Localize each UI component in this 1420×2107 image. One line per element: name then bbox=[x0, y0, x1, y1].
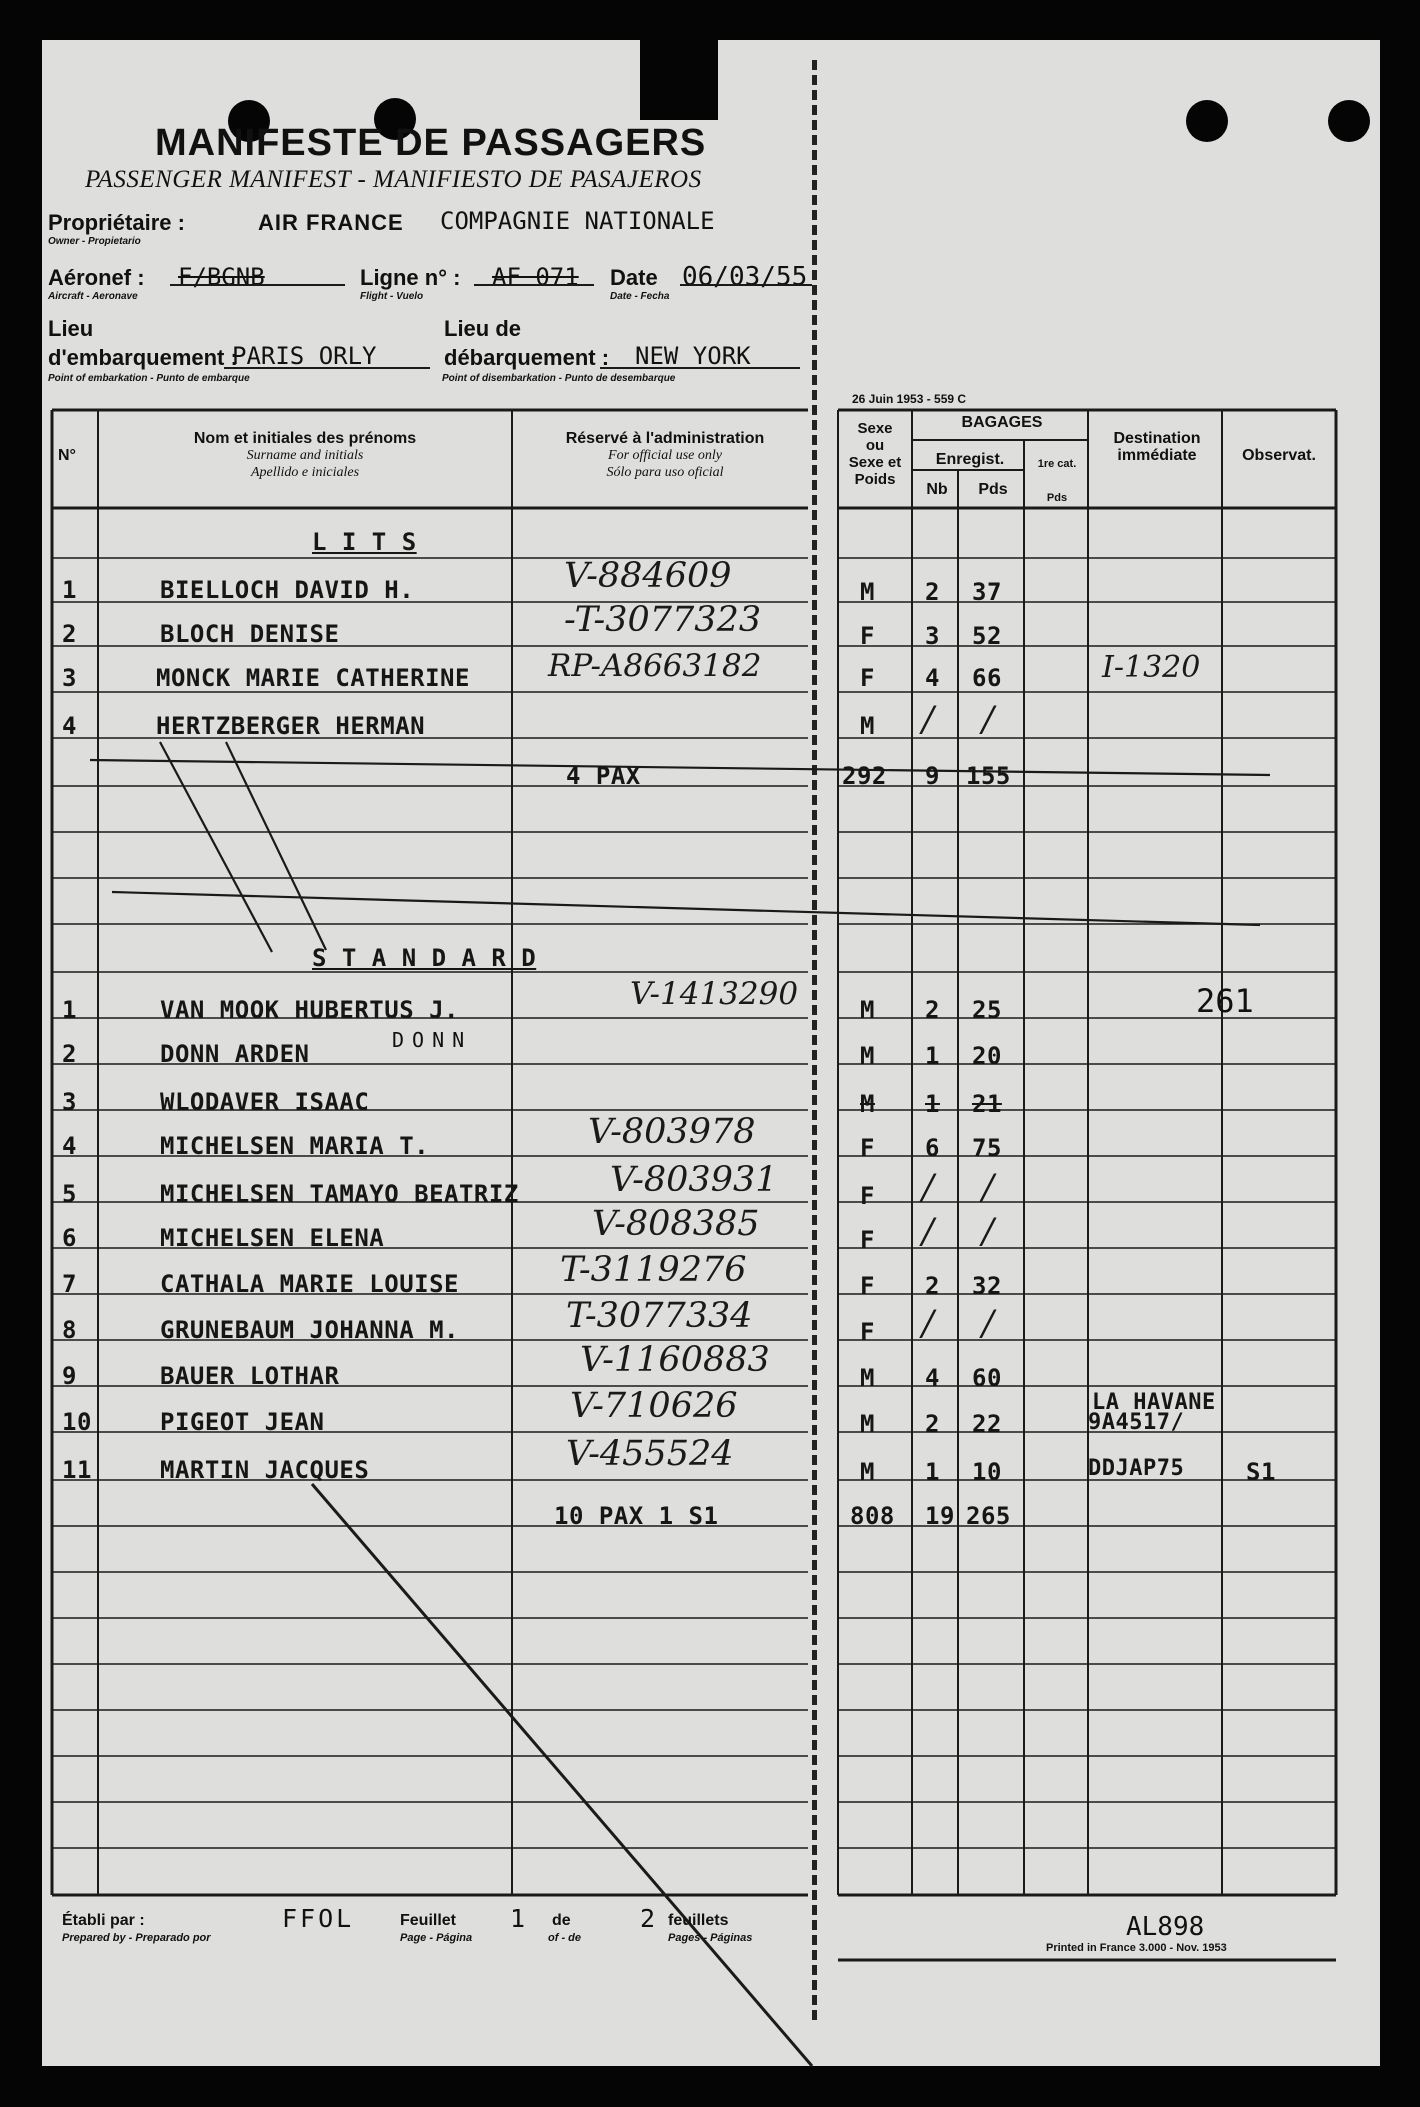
row-pds: 60 bbox=[972, 1364, 1002, 1392]
row-name: MICHELSEN MARIA T. bbox=[160, 1132, 430, 1160]
of-value: 2 bbox=[640, 1904, 656, 1933]
owner-value: AIR FRANCE bbox=[258, 210, 404, 235]
row-pds: 75 bbox=[972, 1134, 1002, 1162]
manifest-title: MANIFESTE DE PASSAGERS bbox=[155, 122, 707, 164]
row-name: MICHELSEN ELENA bbox=[160, 1224, 385, 1252]
prepared-sub: Prepared by - Preparado por bbox=[62, 1932, 211, 1944]
row-sex: M bbox=[860, 1458, 875, 1486]
row-name: MARTIN JACQUES bbox=[160, 1456, 370, 1484]
col-destination-1: Destination bbox=[1113, 430, 1201, 447]
embark-value: PARIS ORLY bbox=[232, 342, 377, 370]
row-sex: F bbox=[860, 1134, 875, 1162]
col-sex-3: Sexe et bbox=[848, 454, 902, 471]
owner-value-2: COMPAGNIE NATIONALE bbox=[440, 207, 715, 235]
col-cabin-1: 1re cat. bbox=[1037, 458, 1077, 470]
page-value: 1 bbox=[510, 1904, 526, 1933]
row-pds: 20 bbox=[972, 1042, 1002, 1070]
col-sex-1: Sexe bbox=[857, 420, 893, 437]
disembark-label-1: Lieu de bbox=[444, 316, 522, 341]
total-weight: 292 bbox=[842, 762, 887, 790]
total-nb: 9 bbox=[925, 762, 940, 790]
flight-label: Ligne n° : bbox=[360, 265, 461, 290]
row-pds: / bbox=[982, 700, 994, 740]
row-pds: 32 bbox=[972, 1272, 1002, 1300]
row-ref: T-3077334 bbox=[566, 1296, 753, 1336]
row-no: 3 bbox=[62, 1088, 77, 1116]
row-name: PIGEOT JEAN bbox=[160, 1408, 325, 1436]
row-ref: RP-A8663182 bbox=[548, 648, 762, 684]
row-dest: I-1320 bbox=[1102, 650, 1201, 685]
row-sex: M bbox=[860, 712, 875, 740]
date-label: Date bbox=[610, 265, 658, 290]
owner-sub: Owner - Propietario bbox=[48, 236, 141, 247]
row-no: 2 bbox=[62, 1040, 77, 1068]
row-pds: 66 bbox=[972, 664, 1002, 692]
row-sex: M bbox=[860, 578, 875, 606]
total-pds: 265 bbox=[966, 1502, 1011, 1530]
row-name: MONCK MARIE CATHERINE bbox=[156, 664, 470, 692]
col-bagages: BAGAGES bbox=[961, 414, 1043, 431]
col-admin-fr: Réservé à l'administration bbox=[565, 430, 765, 447]
row-pds: 25 bbox=[972, 996, 1002, 1024]
row-name: BAUER LOTHAR bbox=[160, 1362, 340, 1390]
row-pds: / bbox=[982, 1212, 994, 1252]
section-lits: L I T S bbox=[312, 528, 417, 556]
row-nb: 3 bbox=[925, 622, 940, 650]
col-pds: Pds bbox=[978, 481, 1008, 498]
row-no: 4 bbox=[62, 712, 77, 740]
row-dest: DDJAP75 bbox=[1088, 1456, 1185, 1481]
row-ref: V-455524 bbox=[566, 1434, 734, 1474]
row-ref: V-1413290 bbox=[630, 976, 799, 1012]
aircraft-sub: Aircraft - Aeronave bbox=[48, 291, 138, 302]
row-pds: 10 bbox=[972, 1458, 1002, 1486]
pen-strike bbox=[90, 760, 1270, 775]
disembark-value: NEW YORK bbox=[635, 342, 751, 370]
col-name-en: Surname and initials bbox=[246, 448, 364, 463]
row-pds: 37 bbox=[972, 578, 1002, 606]
col-cabin bbox=[1026, 456, 1088, 507]
row-nb: 4 bbox=[925, 1364, 940, 1392]
row-sex: F bbox=[860, 664, 875, 692]
row-name: BIELLOCH DAVID H. bbox=[160, 576, 415, 604]
row-nb: 6 bbox=[925, 1134, 940, 1162]
total-pds: 155 bbox=[966, 762, 1011, 790]
row-ref: V-710626 bbox=[570, 1386, 738, 1426]
row-no: 7 bbox=[62, 1270, 77, 1298]
total-weight: 808 bbox=[850, 1502, 895, 1530]
row-name: GRUNEBAUM JOHANNA M. bbox=[160, 1316, 459, 1344]
row-no: 8 bbox=[62, 1316, 77, 1344]
row-name: WLODAVER ISAAC bbox=[160, 1088, 370, 1116]
flight-value: AF 071 bbox=[492, 263, 579, 291]
col-admin-es: Sólo para uso oficial bbox=[606, 465, 724, 480]
row-sex: M bbox=[860, 996, 875, 1024]
row-nb: 2 bbox=[925, 1272, 940, 1300]
row-pds: / bbox=[982, 1168, 994, 1208]
row-ref: V-884609 bbox=[564, 556, 732, 596]
col-sex bbox=[836, 420, 914, 488]
row-pds: 22 bbox=[972, 1410, 1002, 1438]
row-name: HERTZBERGER HERMAN bbox=[156, 712, 426, 740]
row-no: 9 bbox=[62, 1362, 77, 1390]
col-nb: Nb bbox=[926, 481, 948, 498]
col-sex-2: ou bbox=[865, 437, 885, 454]
col-destination-2: immédiate bbox=[1117, 447, 1197, 464]
col-destination bbox=[1090, 430, 1224, 464]
row-nb: / bbox=[922, 700, 934, 740]
row-no: 6 bbox=[62, 1224, 77, 1252]
col-observ: Observat. bbox=[1242, 447, 1316, 464]
disembark-sub: Point of disembarkation - Punto de desembarque bbox=[442, 373, 676, 384]
row-name: BLOCH DENISE bbox=[160, 620, 340, 648]
row-sex: M bbox=[860, 1364, 875, 1392]
owner-label: Propriétaire : bbox=[48, 210, 185, 235]
row-no: 10 bbox=[62, 1408, 92, 1436]
flight-sub: Flight - Vuelo bbox=[360, 291, 424, 302]
col-cabin-2: Pds bbox=[1046, 492, 1068, 504]
row-ref: T-3119276 bbox=[560, 1250, 747, 1290]
row-obs: S1 bbox=[1246, 1458, 1276, 1486]
embark-label-2: d'embarquement : bbox=[48, 345, 238, 370]
pages-sub: Pages - Páginas bbox=[668, 1932, 753, 1944]
of-label: de bbox=[552, 1912, 571, 1929]
row-obs: 261 bbox=[1196, 982, 1254, 1020]
form-code: 26 Juin 1953 - 559 C bbox=[852, 392, 967, 406]
col-sex-4: Poids bbox=[854, 471, 896, 488]
aircraft-label: Aéronef : bbox=[48, 265, 145, 290]
col-enregist: Enregist. bbox=[935, 451, 1005, 468]
row-ref: -T-3077323 bbox=[564, 600, 762, 640]
row-ref: V-808385 bbox=[592, 1204, 760, 1244]
row-nb: 2 bbox=[925, 996, 940, 1024]
row-sex: F bbox=[860, 1182, 875, 1210]
row-ref: V-803978 bbox=[588, 1112, 756, 1152]
embark-label-1: Lieu bbox=[48, 316, 94, 341]
row-sex: F bbox=[860, 1272, 875, 1300]
col-name-fr: Nom et initiales des prénoms bbox=[193, 430, 417, 447]
row-pds: 52 bbox=[972, 622, 1002, 650]
row-dest-2: 9A4517/ bbox=[1088, 1410, 1185, 1435]
manifest-subtitle: PASSENGER MANIFEST - MANIFIESTO DE PASAJEROS bbox=[85, 166, 702, 193]
prepared-value: FFOL bbox=[282, 1904, 355, 1933]
row-no: 2 bbox=[62, 620, 77, 648]
row-ref: DONN bbox=[392, 1028, 473, 1052]
col-name bbox=[140, 430, 470, 481]
total-label: 4 PAX bbox=[566, 762, 641, 790]
row-no: 1 bbox=[62, 576, 77, 604]
disembark-label-2: débarquement : bbox=[444, 345, 610, 370]
row-sex: M bbox=[860, 1410, 875, 1438]
total-label: 10 PAX 1 S1 bbox=[554, 1502, 719, 1530]
row-ref: V-1160883 bbox=[580, 1340, 770, 1380]
row-no: 3 bbox=[62, 664, 77, 692]
row-ref: V-803931 bbox=[610, 1160, 778, 1200]
col-admin bbox=[520, 430, 810, 481]
col-name-es: Apellido e iniciales bbox=[250, 465, 360, 480]
row-sex: M bbox=[860, 1042, 875, 1070]
row-dest: LA HAVANE bbox=[1092, 1390, 1216, 1415]
col-admin-en: For official use only bbox=[608, 448, 722, 463]
row-pds: 21 bbox=[972, 1090, 1002, 1118]
row-sex: F bbox=[860, 1226, 875, 1254]
row-nb: / bbox=[922, 1212, 934, 1252]
row-no: 11 bbox=[62, 1456, 92, 1484]
page-label: Feuillet bbox=[400, 1912, 457, 1929]
row-sex: F bbox=[860, 1318, 875, 1346]
total-nb: 19 bbox=[925, 1502, 955, 1530]
row-name: DONN ARDEN bbox=[160, 1040, 310, 1068]
row-name: CATHALA MARIE LOUISE bbox=[160, 1270, 459, 1298]
printed-note: Printed in France 3.000 - Nov. 1953 bbox=[1046, 1942, 1227, 1954]
pages-label: feuillets bbox=[668, 1912, 729, 1929]
pen-strike bbox=[160, 742, 272, 952]
pen-strike bbox=[226, 742, 326, 950]
page-sub: Page - Página bbox=[400, 1932, 473, 1944]
row-nb: 2 bbox=[925, 1410, 940, 1438]
col-no: N° bbox=[58, 447, 76, 464]
row-name: MICHELSEN TAMAYO BEATRIZ bbox=[160, 1180, 519, 1208]
of-sub: of - de bbox=[548, 1932, 581, 1944]
row-nb: / bbox=[922, 1168, 934, 1208]
row-nb: 2 bbox=[925, 578, 940, 606]
row-nb: 1 bbox=[925, 1458, 940, 1486]
date-sub: Date - Fecha bbox=[610, 291, 670, 302]
row-sex: F bbox=[860, 622, 875, 650]
row-no: 4 bbox=[62, 1132, 77, 1160]
prepared-label: Établi par : bbox=[62, 1912, 145, 1929]
row-nb: / bbox=[922, 1304, 934, 1344]
date-value: 06/03/55 bbox=[682, 262, 808, 292]
row-pds: / bbox=[982, 1304, 994, 1344]
row-sex: M bbox=[860, 1090, 875, 1118]
row-no: 1 bbox=[62, 996, 77, 1024]
stamp-code: AL898 bbox=[1126, 1912, 1205, 1942]
row-no: 5 bbox=[62, 1180, 77, 1208]
embark-sub: Point of embarkation - Punto de embarque bbox=[48, 373, 250, 384]
row-nb: 4 bbox=[925, 664, 940, 692]
aircraft-value: F/BGNB bbox=[178, 263, 265, 291]
section-standard: S T A N D A R D bbox=[312, 944, 537, 972]
row-nb: 1 bbox=[925, 1042, 940, 1070]
row-name: VAN MOOK HUBERTUS J. bbox=[160, 996, 459, 1024]
row-nb: 1 bbox=[925, 1090, 940, 1118]
